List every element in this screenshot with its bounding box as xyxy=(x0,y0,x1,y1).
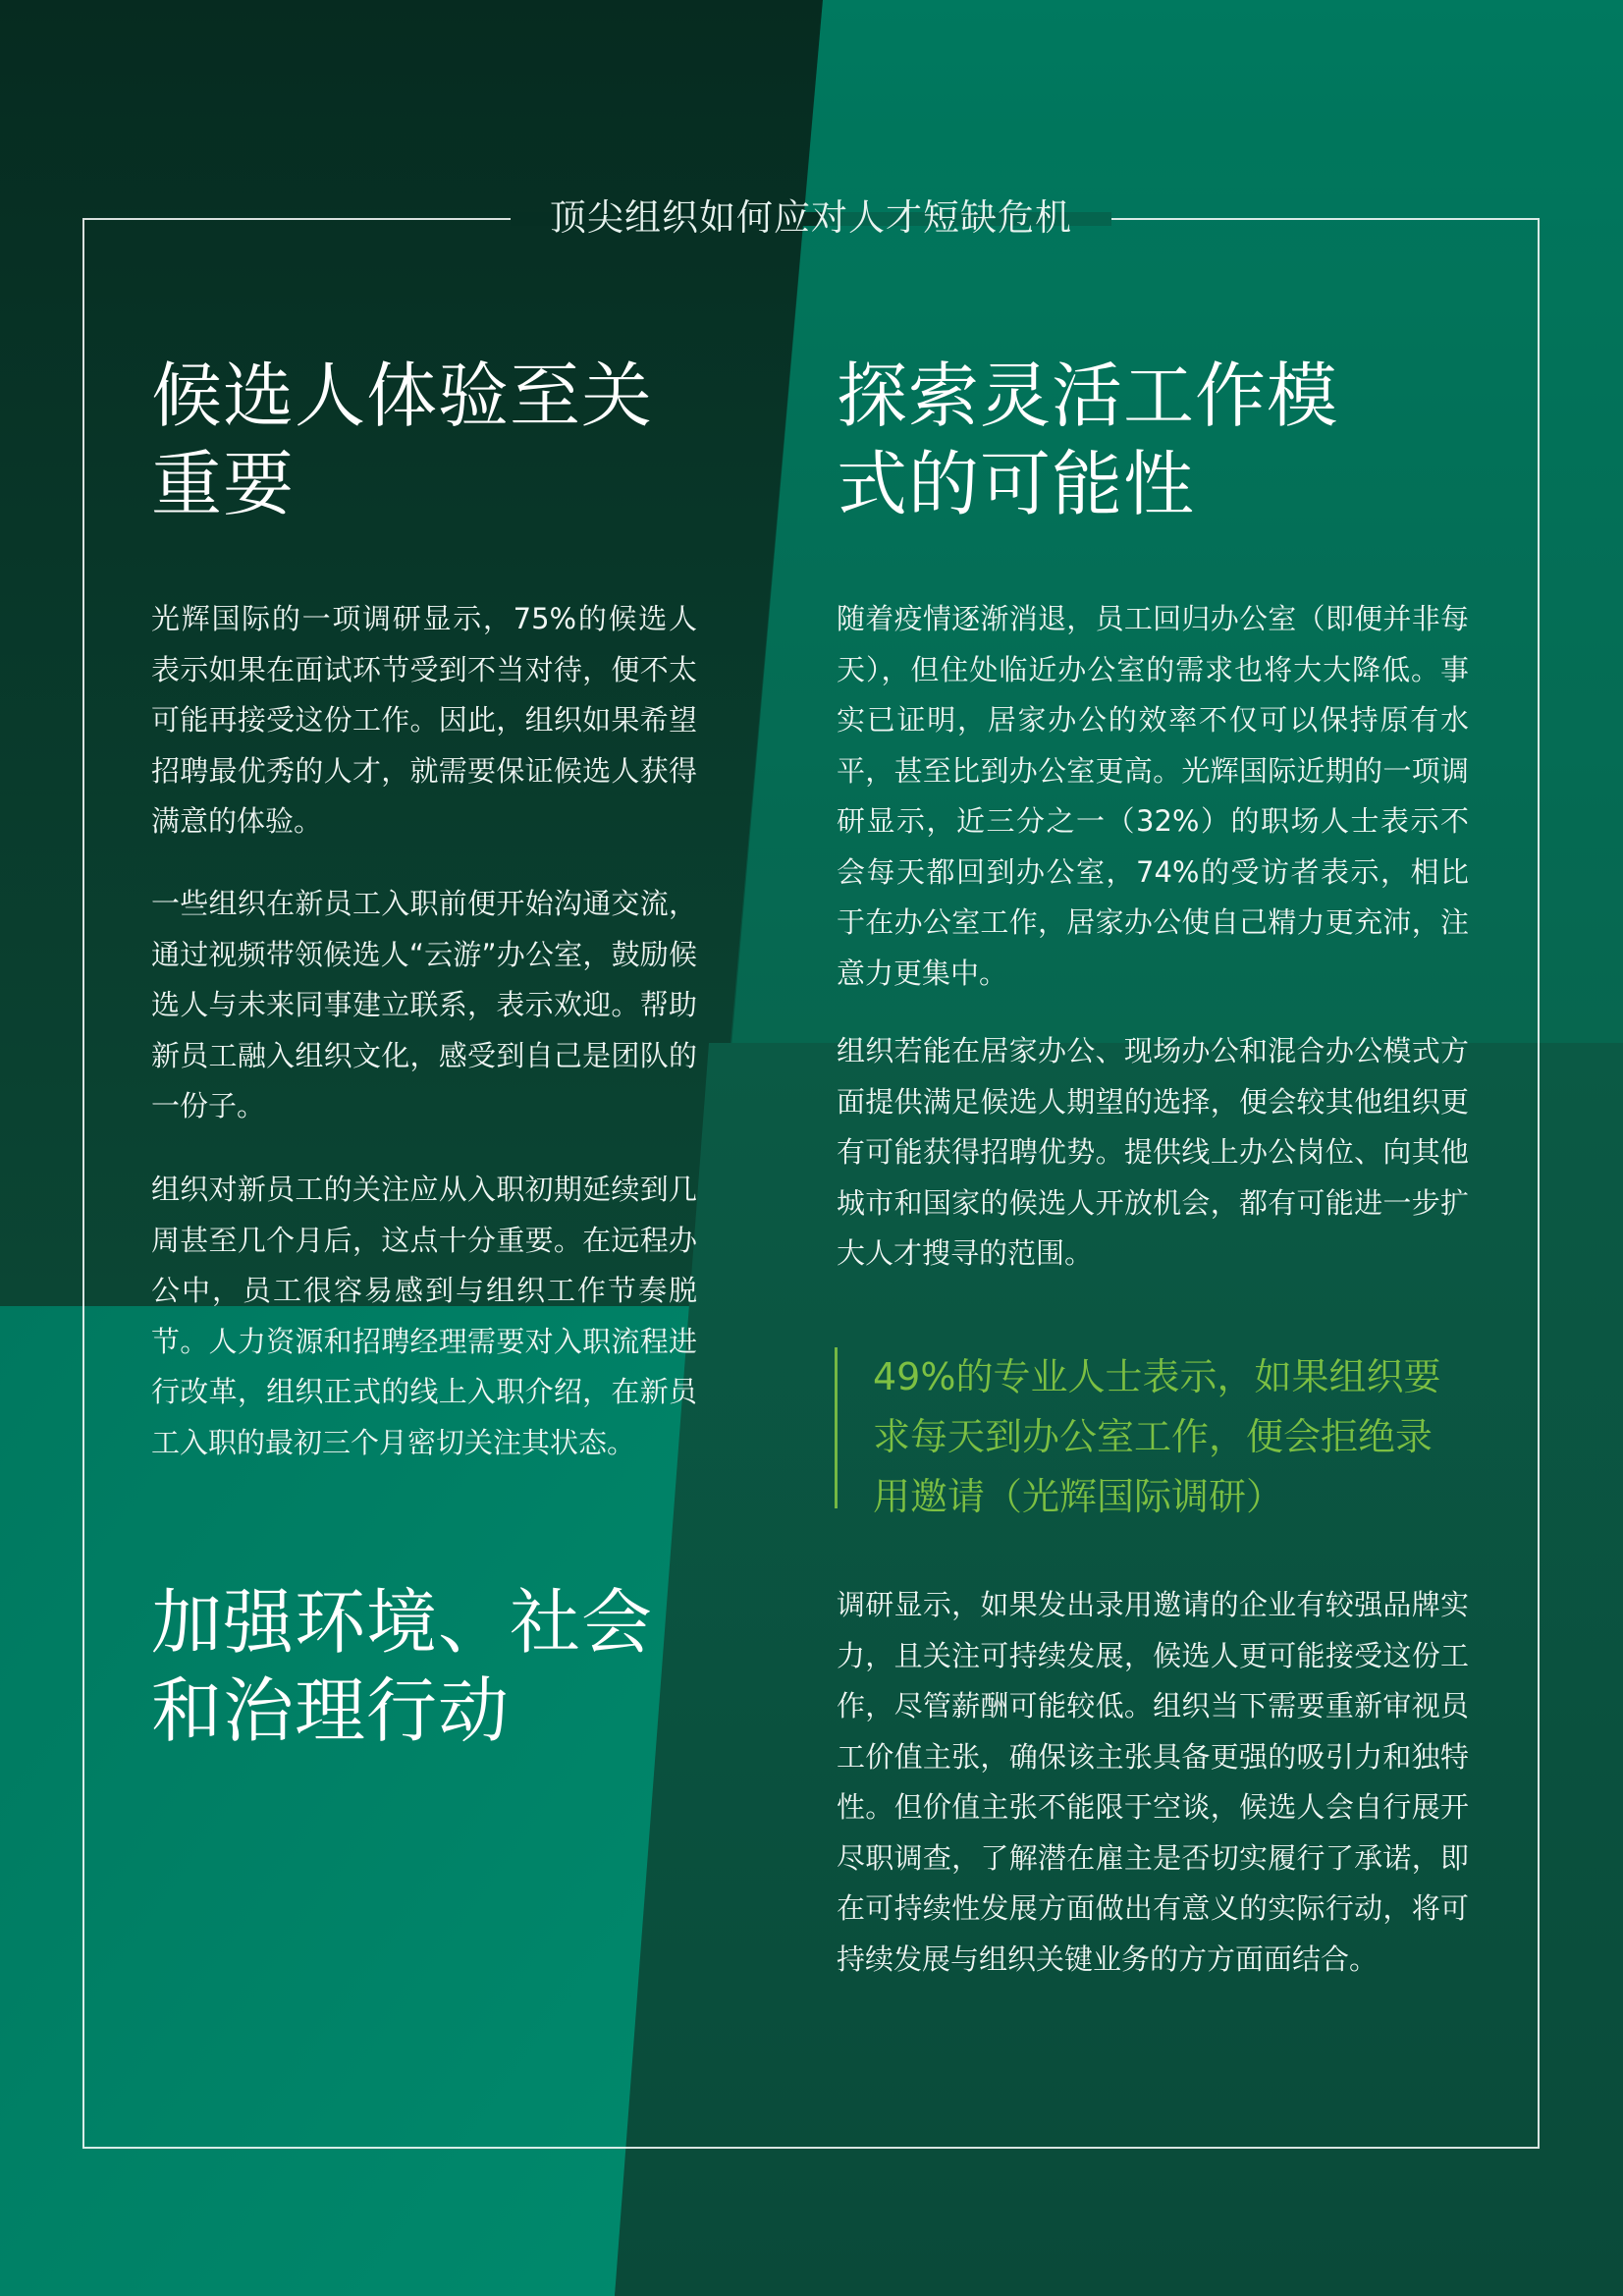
paragraph: 组织对新员工的关注应从入职初期延续到几周甚至几个月后，这点十分重要。在远程办公中，员工很容易感到与组织工作节奏脱节。人力资源和招聘经理需要对入职流程进行改革，组织正式的线上入职介绍，在新员工入职的最初三个月密切关注其状态。 xyxy=(151,1173,697,1459)
heading-line: 和治理行动 xyxy=(151,1669,511,1752)
paragraph: 组织若能在居家办公、现场办公和混合办公模式方面提供满足候选人期望的选择，便会较其他组织更有可能获得招聘优势。提供线上办公岗位、向其他城市和国家的候选人开放机会，都有可能进一步扩大人才搜寻的范围。 xyxy=(837,1034,1469,1270)
heading-line: 探索灵活工作模 xyxy=(837,355,1339,437)
heading-line: 重要 xyxy=(151,443,296,525)
closing-paragraph: 调研显示，如果发出录用邀请的企业有较强品牌实力，且关注可持续发展，候选人更可能接受这份工作，尽管薪酬可能较低。组织当下需要重新审视员工价值主张，确保该主张具备更强的吸引力和独特性。但价值主张不能限于空谈，候选人会自行展开尽职调查，了解潜在雇主是否切实履行了承诺，即在可持续性发展方面做出有意义的实际行动，将可持续发展与组织关键业务的方方面面结合。 xyxy=(837,1588,1469,1976)
heading-line: 候选人体验至关 xyxy=(151,355,654,437)
section-heading-esg xyxy=(151,1578,701,1755)
page-title: 顶尖组织如何应对人才短缺危机 xyxy=(550,196,1072,239)
paragraph: 随着疫情逐渐消退，员工回归办公室（即便并非每天），但住处临近办公室的需求也将大大降低。事实已证明，居家办公的效率不仅可以保持原有水平，甚至比到办公室更高。光辉国际近期的一项调研显示，近三分之一（32%）的职场人士表示不会每天都回到办公室，74%的受访者表示，相比于在办公室工作，居家办公使自己精力更充沛，注意力更集中。 xyxy=(837,602,1469,990)
section-heading-flexible-work xyxy=(837,352,1465,528)
paragraph: 光辉国际的一项调研显示，75%的候选人表示如果在面试环节受到不当对待，便不太可能再接受这份工作。因此，组织如果希望招聘最优秀的人才，就需要保证候选人获得满意的体验。 xyxy=(151,602,697,838)
heading-line: 式的可能性 xyxy=(837,443,1196,525)
pull-quote: 49%的专业人士表示，如果组织要求每天到办公室工作，便会拒绝录用邀请（光辉国际调研） xyxy=(835,1347,1463,1508)
section-heading-candidate-experience xyxy=(151,352,701,528)
heading-line: 加强环境、社会 xyxy=(151,1581,654,1664)
paragraph: 一些组织在新员工入职前便开始沟通交流，通过视频带领候选人“云游”办公室，鼓励候选人与未来同事建立联系，表示欢迎。帮助新员工融入组织文化，感受到自己是团队的一份子。 xyxy=(151,887,697,1122)
